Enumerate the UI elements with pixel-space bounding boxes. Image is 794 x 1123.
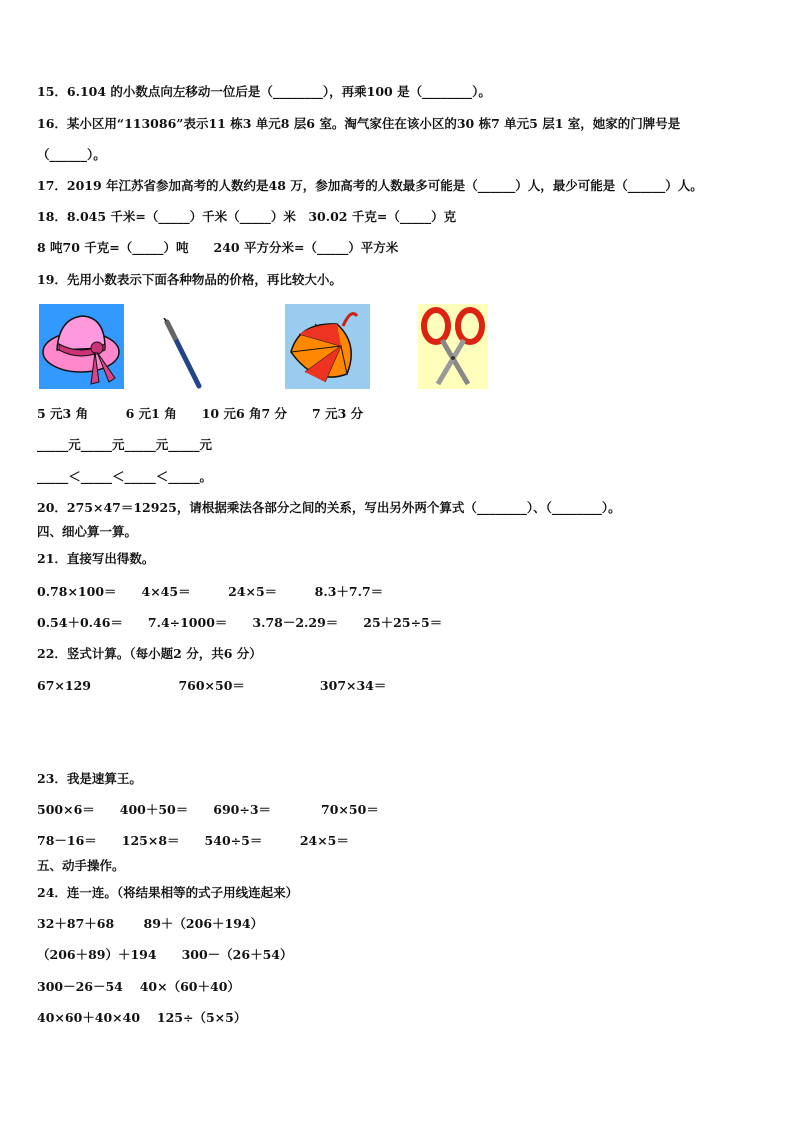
q24-row3: 300－26－54 40×（60＋40）: [37, 979, 240, 994]
q21: 21．直接写出得数。: [37, 551, 155, 566]
q19-blanks: _____元_____元_____元_____元: [37, 437, 213, 452]
pen-icon: [163, 318, 205, 390]
q18-line1: 18．8.045 千米=（_____）千米（_____）米 30.02 千克=（_____）克: [37, 209, 457, 224]
q18-line2: 8 吨70 千克=（_____）吨 240 平方分米=（_____）平方米: [37, 240, 399, 255]
q15: 15．6.104 的小数点向左移动一位后是（________），再乘100 是（________）。: [37, 84, 491, 99]
q19-compare: _____＜_____＜_____＜_____。: [37, 469, 213, 484]
q16-answer: （______）。: [37, 147, 106, 162]
q24-row1: 32＋87＋68 89＋（206＋194）: [37, 916, 264, 931]
section-5-title: 五、动手操作。: [37, 858, 125, 873]
umbrella-icon: [285, 304, 370, 389]
section-4-title: 四、细心算一算。: [37, 524, 138, 539]
q17: 17．2019 年江苏省参加高考的人数约是48 万，参加高考的人数最多可能是（______）人，最少可能是（______）人。: [37, 178, 703, 193]
scissors-icon: [418, 304, 488, 389]
q16: 16．某小区用“113086”表示11 栋3 单元8 层6 室。淘气家住在该小区的30 栋7 单元5 层1 室，她家的门牌号是: [37, 116, 681, 131]
q23-row2: 78－16＝ 125×8＝ 540÷5＝ 24×5＝: [37, 833, 349, 848]
q22-row: 67×129 760×50＝ 307×34＝: [37, 678, 387, 693]
hat-icon: [39, 304, 124, 389]
q24-row2: （206＋89）＋194 300－（26＋54）: [37, 947, 293, 962]
q24-row4: 40×60＋40×40 125÷（5×5）: [37, 1010, 247, 1025]
q23-row1: 500×6＝ 400＋50＝ 690÷3＝ 70×50＝: [37, 802, 379, 817]
q20: 20．275×47＝12925，请根据乘法各部分之间的关系，写出另外两个算式（________）、（________）。: [37, 500, 621, 515]
q19: 19．先用小数表示下面各种物品的价格，再比较大小。: [37, 272, 342, 287]
q21-row2: 0.54＋0.46＝ 7.4÷1000＝ 3.78－2.29＝ 25＋25÷5＝: [37, 615, 443, 630]
q24: 24．连一连。（将结果相等的式子用线连起来）: [37, 885, 299, 900]
q23: 23．我是速算王。: [37, 771, 142, 786]
q21-row1: 0.78×100＝ 4×45＝ 24×5＝ 8.3＋7.7＝: [37, 584, 384, 599]
q22: 22．竖式计算。（每小题2 分，共6 分）: [37, 646, 262, 661]
q19-prices: 5 元3 角 6 元1 角 10 元6 角7 分 7 元3 分: [37, 406, 364, 421]
